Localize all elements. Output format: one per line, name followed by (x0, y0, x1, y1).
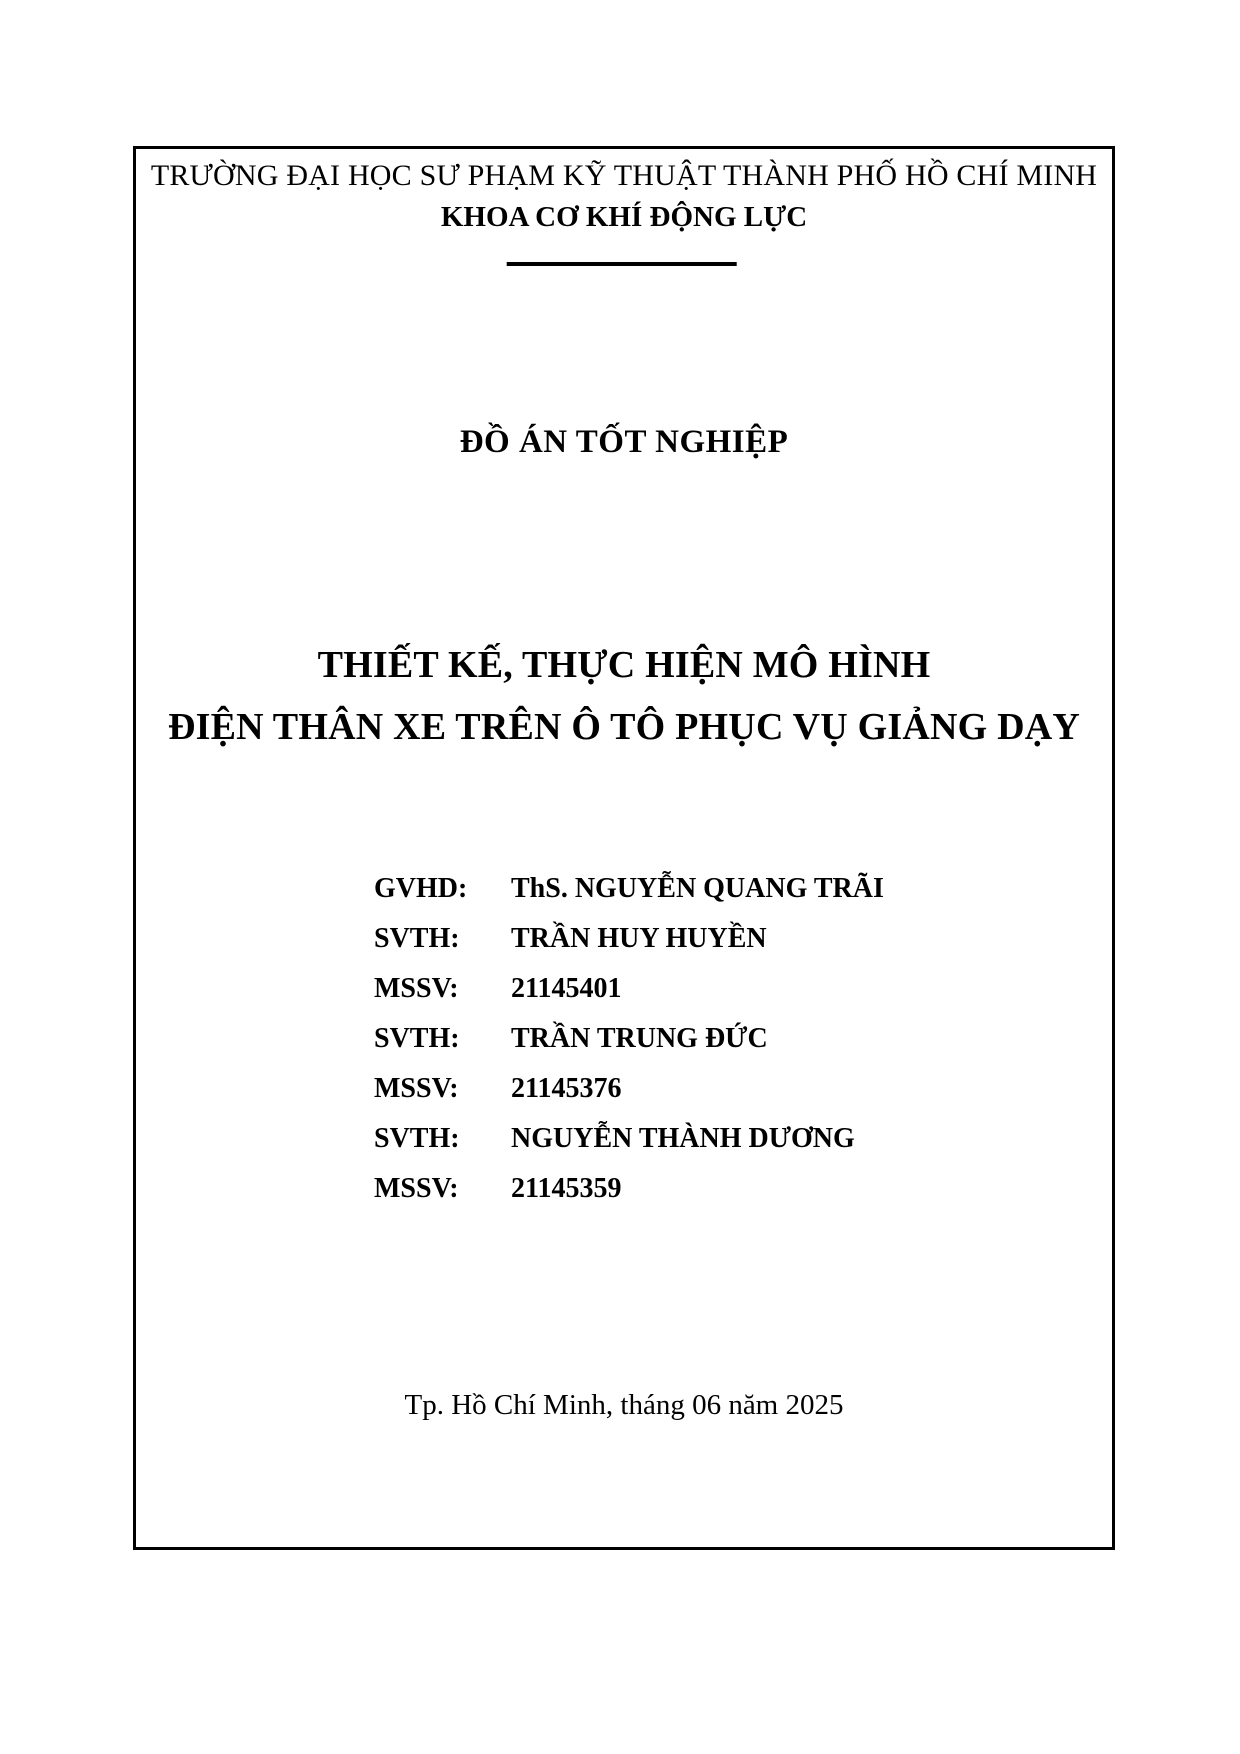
info-label: SVTH: (374, 1023, 460, 1054)
info-label: MSSV: (374, 1073, 459, 1104)
thesis-title-line-1: THIẾT KẾ, THỰC HIỆN MÔ HÌNH (317, 644, 931, 686)
info-value: 21145359 (511, 1173, 622, 1204)
info-row-mssv-1 (374, 964, 884, 1014)
info-value: TRẦN HUY HUYỀN (511, 923, 767, 954)
info-row-mssv-2 (374, 1064, 884, 1114)
info-value: ThS. NGUYỄN QUANG TRÃI (511, 873, 884, 904)
info-label: GVHD: (374, 873, 468, 904)
info-label: MSSV: (374, 973, 459, 1004)
thesis-title-line-2: ĐIỆN THÂN XE TRÊN Ô TÔ PHỤC VỤ GIẢNG DẠY (167, 706, 1081, 748)
faculty-name: KHOA CƠ KHÍ ĐỘNG LỰC (440, 201, 808, 233)
info-value: NGUYỄN THÀNH DƯƠNG (511, 1123, 855, 1154)
page-border (133, 146, 1115, 1550)
info-value: 21145401 (511, 973, 622, 1004)
info-row-mssv-3 (374, 1164, 884, 1214)
document-type: ĐỒ ÁN TỐT NGHIỆP (459, 424, 789, 460)
university-name: TRƯỜNG ĐẠI HỌC SƯ PHẠM KỸ THUẬT THÀNH PHỐ HỒ CHÍ MINH (150, 159, 1098, 192)
info-row-svth-1 (374, 914, 884, 964)
header-divider (507, 262, 737, 266)
info-value: TRẦN TRUNG ĐỨC (511, 1023, 768, 1054)
info-row-gvhd (374, 864, 884, 914)
thesis-title (136, 634, 1112, 758)
info-label: SVTH: (374, 1123, 460, 1154)
footer-location-date: Tp. Hồ Chí Minh, tháng 06 năm 2025 (404, 1389, 844, 1421)
info-label: MSSV: (374, 1173, 459, 1204)
info-label: SVTH: (374, 923, 460, 954)
info-value: 21145376 (511, 1073, 622, 1104)
info-row-svth-3 (374, 1114, 884, 1164)
people-info-block (374, 864, 884, 1214)
info-row-svth-2 (374, 1014, 884, 1064)
